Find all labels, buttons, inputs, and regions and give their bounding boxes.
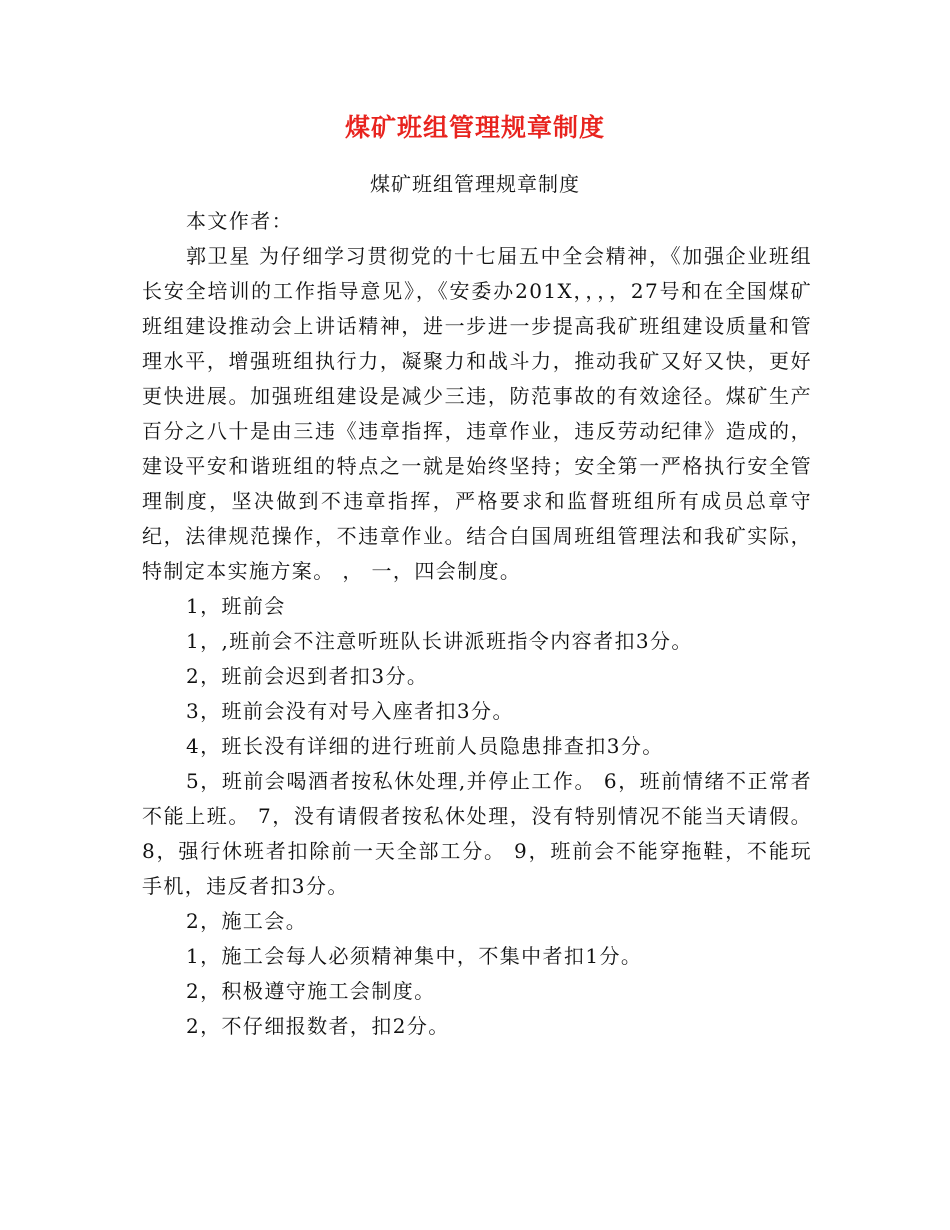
paragraph-rule: 1，施工会每人必须精神集中，不集中者扣1分。 <box>186 944 643 968</box>
paragraph-intro: 郭卫星 为仔细学习贯彻党的十七届五中全会精神，《加强企业班组长安全培训的工作指导意见》，《安委办201X，，，，27号和在全国煤矿班组建设推动会上讲话精神，进一步进一步提高我矿班组建设质量和管理水平，增强班组执行力，凝聚力和战斗力，推动我矿又好又快，更好更快进展。加强班组建设是减少三违，防范事故的有效途径。煤矿生产百分之八十是由三违《违章指挥，违章作业，违反劳动纪律》造成的，建设平安和谐班组的特点之一就是始终坚持；安全第一严格执行安全管理制度，坚决做到不违章指挥，严格要求和监督班组所有成员总章守纪，法律规范操作，不违章作业。结合白国周班组管理法和我矿实际，特制定本实施方案。 ， 一，四会制度。 <box>142 244 812 583</box>
document-body <box>142 204 812 1044</box>
paragraph-section-construction-meeting: 2，施工会。 <box>186 909 308 933</box>
paragraph-rule: 2，不仔细报数者，扣2分。 <box>186 1014 450 1038</box>
document-subtitle: 煤矿班组管理规章制度 <box>370 172 580 196</box>
document-title: 煤矿班组管理规章制度 <box>344 113 605 142</box>
paragraph-rule: 5，班前会喝酒者按私休处理,并停止工作。 6，班前情绪不正常者不能上班。 7，没有请假者按私休处理，没有特别情况不能当天请假。 8，强行休班者扣除前一天全部工分。 9，班前会不能穿拖鞋，不能玩手机，违反者扣3分。 <box>142 769 812 898</box>
author-line: 本文作者： <box>186 209 293 233</box>
paragraph-rule: 2，班前会迟到者扣3分。 <box>186 664 429 688</box>
paragraph-rule: 1，,班前会不注意听班队长讲派班指令内容者扣3分。 <box>186 629 693 653</box>
paragraph-rule: 3，班前会没有对号入座者扣3分。 <box>186 699 514 723</box>
paragraph-rule: 4，班长没有详细的进行班前人员隐患排查扣3分。 <box>186 734 664 758</box>
paragraph-section-pre-shift-meeting: 1，班前会 <box>186 594 286 618</box>
paragraph-rule: 2，积极遵守施工会制度。 <box>186 979 436 1003</box>
